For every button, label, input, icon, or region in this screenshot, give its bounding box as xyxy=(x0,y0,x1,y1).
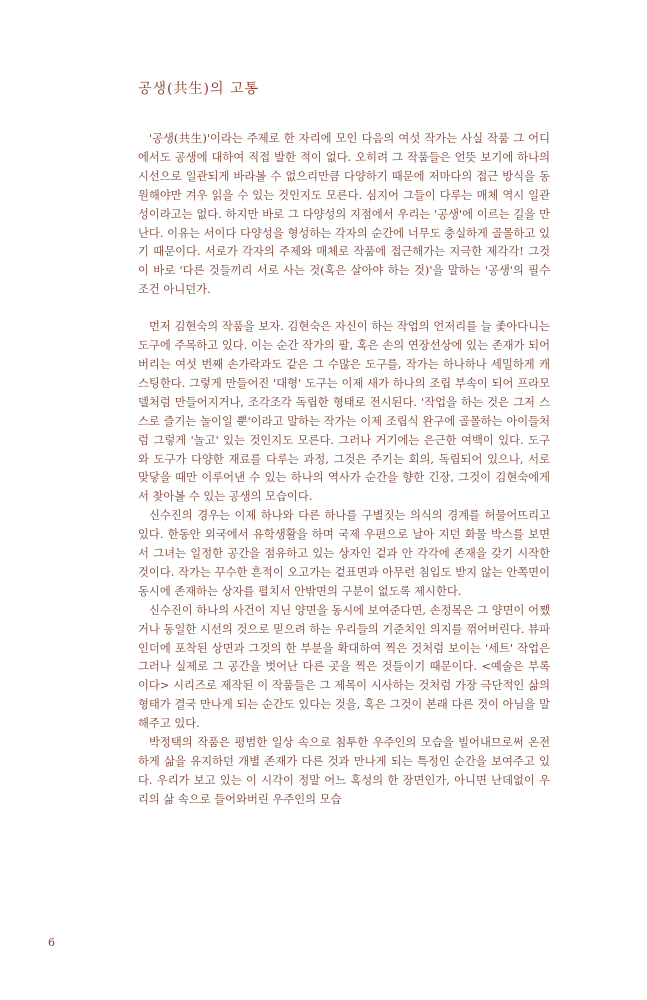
page-title: 공생(共生)의 고통 xyxy=(138,81,259,97)
paragraph-park-jeongtaek: 박정택의 작품은 평범한 일상 속으로 침투한 우주인의 모습을 빌어내므로써 온전하게 삶을 유지하던 개별 존재가 다른 것과 만나게 되는 특정인 순간을 보여주고 있다. 우리가 보고 있는 이 시각이 정말 어느 혹성의 한 장면인가, 아니면 난데없이 우리의 삶 속으로 들어와버린 우주인의 모습 xyxy=(138,736,550,806)
paragraph-shin-sujin: 신수진의 경우는 이제 하나와 다른 하나를 구별짓는 의식의 경계를 허물어뜨리고 있다. 한동안 외국에서 유학생활을 하며 국제 우편으로 날아 지던 화물 박스를 보면서 그녀는 일정한 공간을 점유하고 있는 상자인 겉과 안 각각에 존재을 갖기 시작한 것이다. 작가는 꾸수한 흔적이 오고가는 겉표면과 아무런 침입도 받지 않는 안쪽면이 동시에 존재하는 상자를 펼치서 안밖면의 구분이 없도록 제시한다. xyxy=(138,509,550,598)
paragraph-intro: '공생(共生)'이라는 주제로 한 자리에 모인 다음의 여섯 작가는 사실 작품 그 어디에서도 공생에 대하여 직접 발한 적이 없다. 오히려 그 작품들은 언뜻 보기에 하나의 시선으로 일관되게 바라볼 수 없으리만큼 다양하기 때문에 저마다의 접근 방식을 동원해야만 겨우 읽을 수 있는 것인지도 모른다. 심지어 그들이 다루는 매체 역시 일관성이라고는 없다. 하지만 바로 그 다양성의 지점에서 우리는 '공생'에 이르는 길을 만난다. 이유는 서이다 다양성을 형성하는 각자의 순간에 너무도 충실하게 골몰하고 있기 때문이다. 서로가 각자의 주제와 매체로 작품에 접근해가는 지극한 제각각! 그것이 바로 '다른 것들끼리 서로 사는 것(혹은 살아야 하는 것)'을 말하는 '공생'의 필수 조건 아니던가. xyxy=(138,132,550,297)
paragraph-son-jeongmok: 신수진이 하나의 사건이 지닌 양면을 동시에 보여준다면, 손정목은 그 양면이 어쨌거나 동일한 시선의 것으로 믿으려 하는 우리들의 기준치인 의지를 꺾어버린다. 뷰파인더에 포착된 상면과 그것의 한 부분을 확대하여 찍은 것처럼 보이는 '세트' 작업은 그러나 실제로 그 공간을 벗어난 다른 곳을 찍은 것들이기 때문이다. <예술은 부록이다> 시리즈로 제작된 이 작품들은 그 제목이 시사하는 것처럼 가장 극단적인 삶의 형태가 결국 만나게 되는 순간도 있다는 것을, 혹은 그것이 본래 다른 것이 아님을 말해주고 있다. xyxy=(138,603,550,731)
page-number: 6 xyxy=(48,936,55,949)
body-text xyxy=(138,130,550,810)
paragraph-kim-hyunsook: 먼저 김현숙의 작품을 보자. 김현숙은 자신이 하는 작업의 언저리를 늘 좇아다니는 도구에 주목하고 있다. 이는 순간 작가의 팔, 혹은 손의 연장선상에 있는 존재가 되어버리는 여섯 번째 손가락과도 같은 그 수많은 도구를, 작가는 하나하나 세밀하게 캐스팅한다. 그렇게 만들어진 '대형' 도구는 이제 새가 하나의 조립 부속이 되어 프라모델처럼 만들어지거나, 조각조각 독립한 형태로 전시된다. '작업을 하는 것은 그저 스스로 즐기는 놀이일 뿐'이라고 말하는 작가는 이제 조립식 완구에 골몰하는 아이들처럼 그렇게 '놀고' 있는 것인지도 모른다. 그러나 거기에는 은근한 여백이 있다. 도구와 도구가 다양한 재료를 다루는 과정, 그것은 주기는 회의, 독립되어 있으나, 서로 맞닿을 때만 이루어낸 수 있는 하나의 역사가 순간을 향한 긴장, 그것이 김현숙에게서 찾아볼 수 있는 공생의 모습이다. xyxy=(138,320,550,504)
